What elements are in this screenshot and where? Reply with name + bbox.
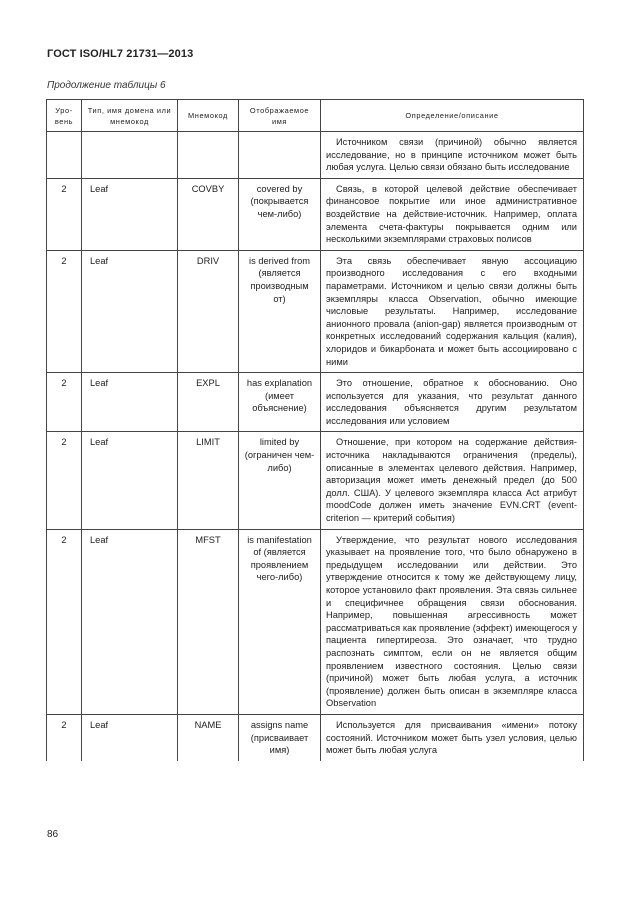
- table-row: [47, 178, 584, 250]
- row-code: MFST: [178, 529, 239, 714]
- row-display: limited by (ограничен чем-либо): [239, 432, 321, 529]
- col-level: Уро-вень: [47, 100, 82, 132]
- row-description: Это отношение, обратное к обоснованию. Оно используется для указания, что результат данного исследования объясняется другим результатом исследования или условием: [321, 373, 584, 432]
- table-header-row: [47, 100, 584, 132]
- row-type: Leaf: [82, 250, 178, 372]
- row-display: assigns name (присваивает имя): [239, 714, 321, 760]
- row-level: 2: [47, 714, 82, 760]
- col-code: Мнемокод: [178, 100, 239, 132]
- row-description: Используется для присваивания «имени» потоку состояний. Источником может быть узел условия, целью может быть любая услуга: [321, 714, 584, 760]
- row-type: Leaf: [82, 529, 178, 714]
- table-row: [47, 714, 584, 760]
- row-level: 2: [47, 432, 82, 529]
- table-row: [47, 529, 584, 714]
- row-level: 2: [47, 529, 82, 714]
- row-code: NAME: [178, 714, 239, 760]
- definitions-table: [46, 99, 584, 761]
- row-code: LIMIT: [178, 432, 239, 529]
- document-header: ГОСТ ISO/HL7 21731—2013: [47, 48, 194, 60]
- table-continuation-caption: Продолжение таблицы 6: [47, 80, 166, 91]
- row-description: Утверждение, что результат нового исследования указывает на проявление того, что было обнаружено в предыдущем исследовании или действии. Это утверждение относится к тому же действующему лицу, которое установило факт проявления. Эта связь сильнее и специфичнее обращения связи обоснования. Например, повышенная агрессивность может рассматриваться как проявление (эффект) имеющегося у пациента гипертиреоза. Это означает, что трудно распознать симптом, если он не является общим проявлением известного состояния. Целью связи (причиной) может быть любая услуга, а источник (проявление) должен быть описан в экземпляре класса Observation: [321, 529, 584, 714]
- row-level: 2: [47, 373, 82, 432]
- row-code: DRIV: [178, 250, 239, 372]
- row-display: is derived from (является производным от): [239, 250, 321, 372]
- row-type: Leaf: [82, 178, 178, 250]
- row-display: is manifestation of (является проявлением чего-либо): [239, 529, 321, 714]
- row-description: Связь, в которой целевой действие обеспечивает финансовое покрытие или иное административное воздействие на действие-источник. Например, оплата элемента счета-фактуры покрывается одним или несколькими экземплярами страховых полисов: [321, 178, 584, 250]
- continued-description: Источником связи (причиной) обычно является исследование, но в принципе источником может быть любая услуга. Целью связи обязано быть исследование: [321, 132, 584, 179]
- table-row: [47, 132, 584, 179]
- row-description: Эта связь обеспечивает явную ассоциацию производного исследования с его входными параметрами. Источником и целью связи должны быть экземпляры класса Observation, обычно имеющие числовые результаты. Например, исследование анионного провала (anion-gap) является производным от конкретных исследований содержания кальция (калия), хлоридов и бикарбоната и может быть ассоциировано с ними: [321, 250, 584, 372]
- row-level: 2: [47, 250, 82, 372]
- row-type: Leaf: [82, 373, 178, 432]
- row-display: has explanation (имеет объяснение): [239, 373, 321, 432]
- row-type: Leaf: [82, 714, 178, 760]
- row-description: Отношение, при котором на содержание действия-источника накладываются ограничения (пределы), описанные в элементах целевого действия. Например, авторизация может иметь денежный предел (до 500 долл. США). У целевого экземпляра класса Act атрибут moodCode должен иметь значение EVN.CRT (event-criterion — критерий события): [321, 432, 584, 529]
- col-desc: Определение/описание: [321, 100, 584, 132]
- table-row: [47, 373, 584, 432]
- row-display: covered by (покрывается чем-либо): [239, 178, 321, 250]
- table-row: [47, 250, 584, 372]
- page-number: 86: [47, 829, 59, 840]
- row-code: EXPL: [178, 373, 239, 432]
- col-display: Отображаемое имя: [239, 100, 321, 132]
- table-row: [47, 432, 584, 529]
- row-level: 2: [47, 178, 82, 250]
- row-code: COVBY: [178, 178, 239, 250]
- row-type: Leaf: [82, 432, 178, 529]
- col-type: Тип, имя домена или мнемокод: [82, 100, 178, 132]
